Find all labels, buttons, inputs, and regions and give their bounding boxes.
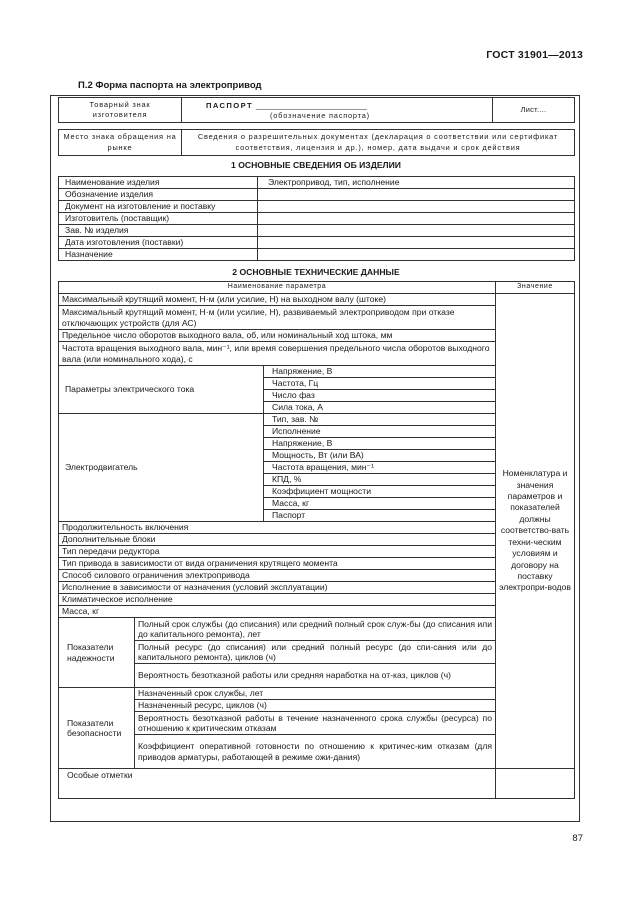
indicator-cell: Вероятность безотказной работы или средняя наработка на от-каз, циклов (ч) (135, 664, 496, 688)
safety-group-label: Показатели безопасности (59, 688, 135, 769)
item-label: Назначение (59, 249, 258, 261)
item-value (258, 249, 575, 261)
param-cell: Исполнение в зависимости от назначения (условий эксплуатации) (59, 582, 496, 594)
section1-title: 1 ОСНОВНЫЕ СВЕДЕНИЯ ОБ ИЗДЕЛИИ (231, 160, 401, 170)
indicator-cell: Полный ресурс (до списания) или средний полный ресурс (до спи-сания или до капитального ремонта), циклов (ч) (135, 641, 496, 664)
sub-param-cell: Сила тока, А (264, 402, 496, 414)
sub-param-cell: КПД, % (264, 474, 496, 486)
param-cell: Способ силового ограничения электропривода (59, 570, 496, 582)
sub-param-cell: Коэффициент мощности (264, 486, 496, 498)
passport-header-table (58, 97, 575, 123)
sheet-cell: Лист.... (493, 98, 575, 123)
standard-number: ГОСТ 31901—2013 (486, 49, 583, 61)
param-cell: Предельное число оборотов выходного вала, об, или номинальный ход штока, мм (59, 330, 496, 342)
sub-param-cell: Мощность, Вт (или ВА) (264, 450, 496, 462)
trademark-cell: Товарный знак изготовителя (59, 98, 182, 123)
item-label: Изготовитель (поставщик) (59, 213, 258, 225)
item-value: Электропривод, тип, исполнение (258, 177, 575, 189)
param-cell: Тип привода в зависимости от вида ограничения крутящего момента (59, 558, 496, 570)
sub-param-cell: Масса, кг (264, 498, 496, 510)
table-row (59, 213, 575, 225)
item-label: Документ на изготовление и поставку (59, 201, 258, 213)
permits-cell: Сведения о разрешительных документах (декларация о соответствии или сертификат соответствия, лицензия и др.), номер, дата выдачи и срок действия (182, 130, 575, 156)
param-cell: Тип передачи редуктора (59, 546, 496, 558)
item-value (258, 201, 575, 213)
item-value (258, 237, 575, 249)
item-label: Наименование изделия (59, 177, 258, 189)
sub-param-cell: Напряжение, В (264, 366, 496, 378)
sub-param-cell: Исполнение (264, 426, 496, 438)
column-header-row (59, 282, 575, 294)
value-column-header: Значение (496, 282, 575, 294)
sub-param-cell: Паспорт (264, 510, 496, 522)
param-cell: Максимальный крутящий момент, Н·м (или усилие, Н) на выходном валу (штоке) (59, 294, 496, 306)
mark-location-cell: Место знака обращения на рынке (59, 130, 182, 156)
table-row (59, 177, 575, 189)
param-cell: Масса, кг (59, 606, 496, 618)
item-value (258, 213, 575, 225)
section2-table (58, 281, 575, 799)
indicator-cell: Вероятность безотказной работы в течение назначенного срока службы (ресурса) по отношению к критическим отказам (135, 712, 496, 735)
passport-designation-cell (182, 98, 493, 123)
sub-param-cell: Число фаз (264, 390, 496, 402)
param-cell: Климатическое исполнение (59, 594, 496, 606)
section2-title: 2 ОСНОВНЫЕ ТЕХНИЧЕСКИЕ ДАННЫЕ (232, 267, 400, 277)
sub-param-cell: Частота, Гц (264, 378, 496, 390)
sub-param-cell: Напряжение, В (264, 438, 496, 450)
table-row (59, 249, 575, 261)
param-cell: Частота вращения выходного вала, мин⁻¹, или время совершения предельного числа оборотов выходного вала (или номинального хода), с (59, 342, 496, 366)
value-note-cell: Номенклатура и значения параметров и показателей должны соответство-вать техни-ческим условиям и договору на поставку электропри-водов (496, 294, 575, 769)
table-row (59, 237, 575, 249)
table-row (59, 189, 575, 201)
indicator-cell: Полный срок службы (до списания) или средний полный срок служ-бы (до списания или до капитального ремонта), лет (135, 618, 496, 641)
param-cell: Продолжительность включения (59, 522, 496, 534)
electric-group-label: Параметры электрического тока (59, 366, 264, 414)
section1-table (58, 176, 575, 261)
sub-param-cell: Тип, зав. № (264, 414, 496, 426)
motor-group-label: Электродвигатель (59, 414, 264, 522)
item-label: Дата изготовления (поставки) (59, 237, 258, 249)
passport-designation: (обозначение паспорта) (270, 110, 370, 120)
table-row (59, 225, 575, 237)
table-row (59, 294, 575, 306)
special-notes-cell: Особые отметки (59, 769, 496, 799)
table-row (59, 201, 575, 213)
reliability-group-label: Показатели надежности (59, 618, 135, 688)
page-number: 87 (572, 833, 583, 844)
item-label: Зав. № изделия (59, 225, 258, 237)
permits-table (58, 129, 575, 156)
passport-line: ___________________________ (255, 100, 367, 110)
table-row (59, 769, 575, 799)
indicator-cell: Назначенный срок службы, лет (135, 688, 496, 700)
sub-param-cell: Частота вращения, мин⁻¹ (264, 462, 496, 474)
indicator-cell: Коэффициент оперативной готовности по отношению к критичес-ким отказам (для приводов арматуры, работающей в режиме ожи-дания) (135, 735, 496, 769)
param-cell: Максимальный крутящий момент, Н·м (или усилие, Н), развиваемый электроприводом при отказе отключающих устройств (для АС) (59, 306, 496, 330)
item-label: Обозначение изделия (59, 189, 258, 201)
param-cell: Дополнительные блоки (59, 534, 496, 546)
item-value (258, 225, 575, 237)
param-column-header: Наименование параметра (59, 282, 496, 294)
indicator-cell: Назначенный ресурс, циклов (ч) (135, 700, 496, 712)
passport-label: ПАСПОРТ (206, 100, 254, 110)
section-title: П.2 Форма паспорта на электропривод (78, 80, 262, 91)
item-value (258, 189, 575, 201)
notes-value-cell (496, 769, 575, 799)
